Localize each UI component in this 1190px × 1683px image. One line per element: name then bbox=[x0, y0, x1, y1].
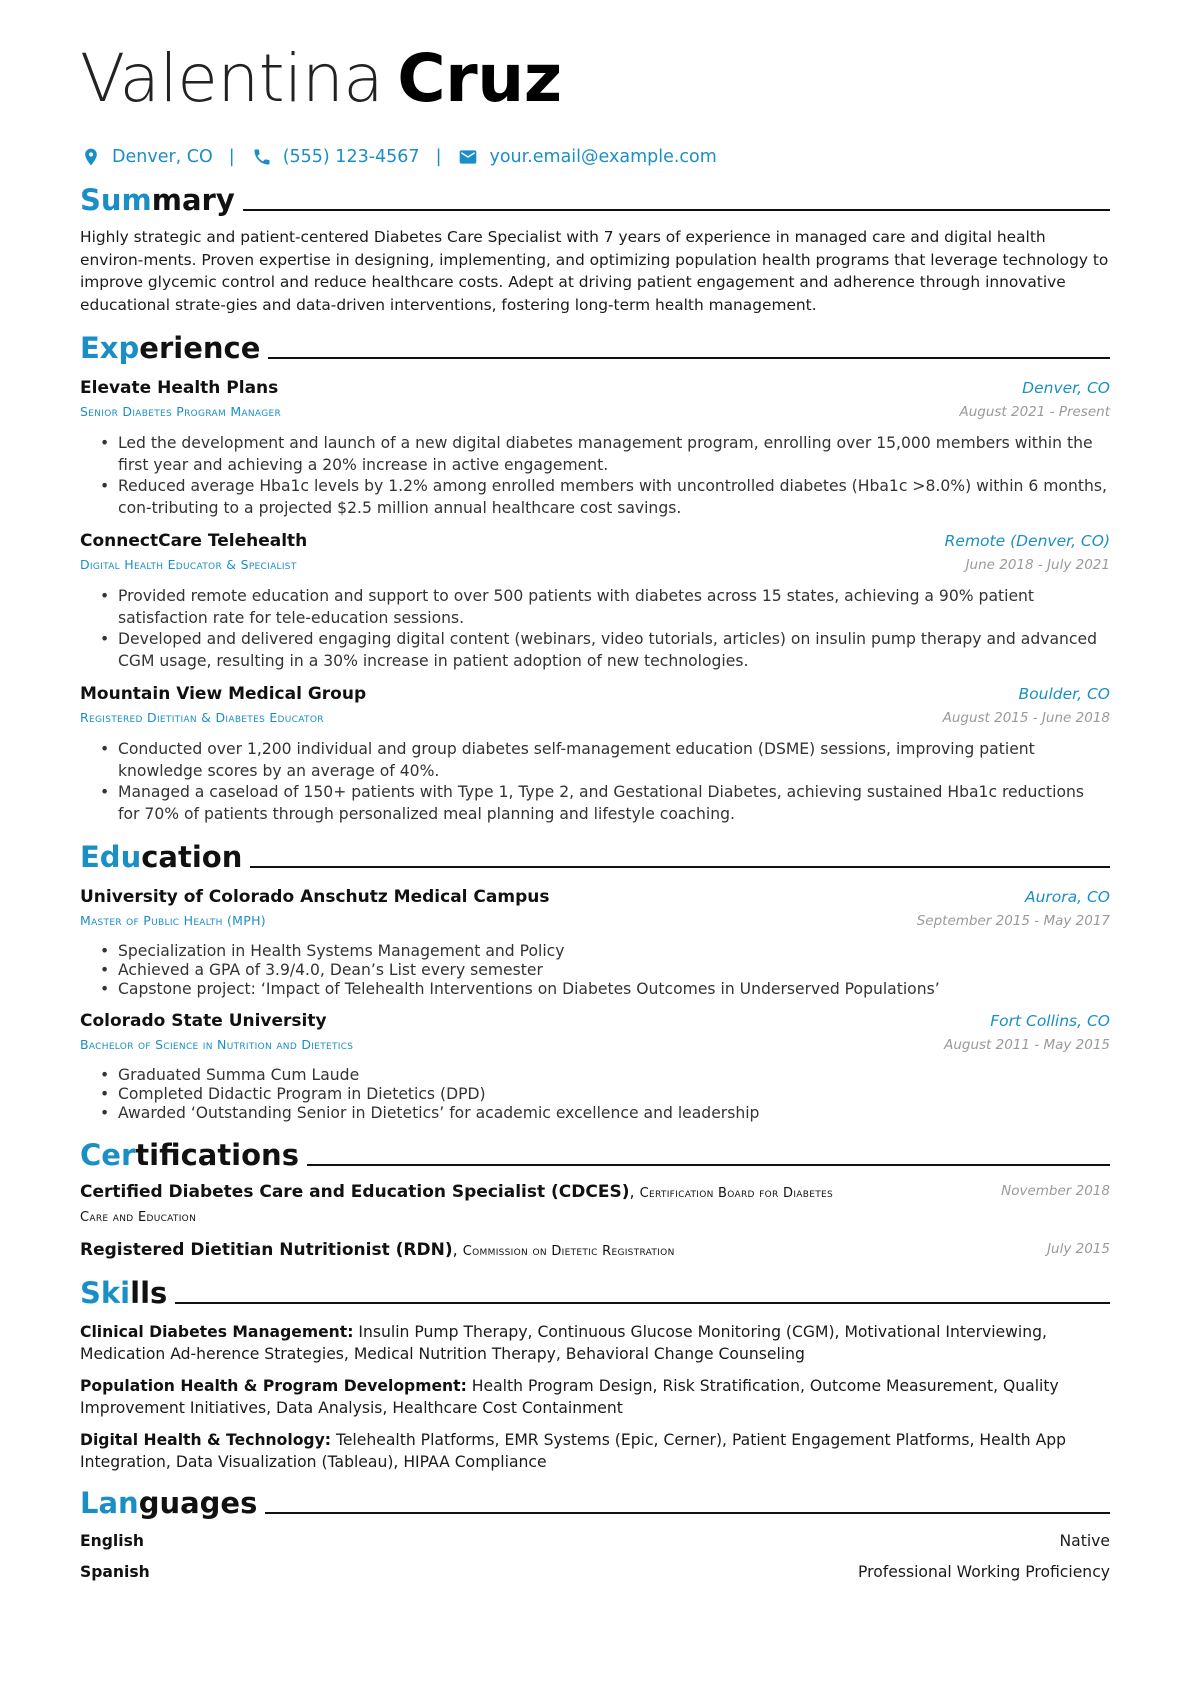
contact-separator: | bbox=[228, 147, 235, 167]
language-level: Native bbox=[1059, 1532, 1110, 1550]
experience-heading: Experience bbox=[80, 328, 1110, 366]
phone-icon bbox=[251, 146, 273, 168]
employer-name: ConnectCare Telehealth bbox=[80, 531, 308, 551]
list-item: • Completed Didactic Program in Dietetics (DPD) bbox=[100, 1085, 1110, 1104]
job-title: Senior Diabetes Program Manager bbox=[80, 404, 282, 419]
envelope-icon bbox=[457, 146, 479, 168]
certifying-body: Certification Board for Diabetes Care and Education bbox=[80, 1186, 834, 1225]
contact-line bbox=[80, 140, 1110, 174]
list-item: • Specialization in Health Systems Management and Policy bbox=[100, 942, 1110, 961]
skill-group-items: Insulin Pump Therapy, Continuous Glucose Monitoring (CGM), Motivational Interviewing, Medication Ad-herence Strategies, Medical Nutrition Therapy, Behavioral Change Counseling bbox=[80, 1323, 1047, 1363]
section-rule bbox=[250, 866, 1110, 868]
entry-location: Denver, CO bbox=[1022, 379, 1110, 397]
certification-date: November 2018 bbox=[1001, 1183, 1110, 1199]
email-link[interactable]: your.email@example.com bbox=[489, 147, 717, 167]
school-name: Colorado State University bbox=[80, 1011, 327, 1031]
phone-text: (555) 123-4567 bbox=[282, 147, 420, 167]
certification-name: Certified Diabetes Care and Education Specialist (CDCES) bbox=[80, 1182, 630, 1202]
entry-dates: August 2021 - Present bbox=[959, 404, 1110, 420]
education-entry bbox=[80, 1009, 1110, 1123]
achievement-list bbox=[80, 586, 1110, 672]
first-name: Valentina bbox=[80, 40, 384, 117]
entry-location: Boulder, CO bbox=[1018, 685, 1110, 703]
summary-text: Highly strategic and patient-centered Diabetes Care Specialist with 7 years of experience in managed care and digital health environ-ments. Proven expertise in designing, implementing, and optimizing population health programs that leverage technology to improve glycemic control and reduce healthcare costs. Adept at driving patient engagement and adherence through innovative educational strate-gies and data-driven interventions, fostering long-term health management. bbox=[80, 228, 1109, 314]
certifying-body: Commission on Dietetic Registration bbox=[462, 1244, 675, 1259]
entry-dates: August 2015 - June 2018 bbox=[942, 710, 1110, 726]
section-rule bbox=[175, 1302, 1110, 1304]
job-title: Digital Health Educator & Specialist bbox=[80, 557, 297, 572]
school-name: University of Colorado Anschutz Medical Campus bbox=[80, 887, 550, 907]
last-name: Cruz bbox=[397, 40, 562, 117]
languages-heading: Languages bbox=[80, 1483, 1110, 1521]
degree-title: Bachelor of Science in Nutrition and Dietetics bbox=[80, 1037, 354, 1052]
experience-entry bbox=[80, 376, 1110, 519]
employer-name: Mountain View Medical Group bbox=[80, 684, 367, 704]
list-item: • Developed and delivered engaging digital content (webinars, video tutorials, articles) on insulin pump therapy and advanced CGM usage, resulting in a 30% increase in patient adoption of new technologies. bbox=[100, 629, 1110, 672]
job-title: Registered Dietitian & Diabetes Educator bbox=[80, 710, 324, 725]
summary-heading: Summary bbox=[80, 180, 1110, 218]
section-rule bbox=[268, 357, 1110, 359]
certification-entry: Registered Dietitian Nutritionist (RDN), Commission on Dietetic Registration July 2015 bbox=[80, 1240, 1110, 1260]
language-row bbox=[80, 1561, 1110, 1583]
certification-entry: Certified Diabetes Care and Education Specialist (CDCES), Certification Board for Diabetes Care and Education November 2018 bbox=[80, 1182, 1110, 1225]
list-item: • Conducted over 1,200 individual and group diabetes self-management education (DSME) sessions, improving patient knowledge scores by an average of 40%. bbox=[100, 739, 1110, 782]
employer-name: Elevate Health Plans bbox=[80, 378, 279, 398]
section-rule bbox=[307, 1164, 1110, 1166]
skill-group bbox=[80, 1429, 1110, 1473]
skill-group-label: Population Health & Program Development: bbox=[80, 1377, 467, 1395]
entry-dates: August 2011 - May 2015 bbox=[944, 1037, 1110, 1053]
language-name: English bbox=[80, 1532, 144, 1550]
experience-entry bbox=[80, 682, 1110, 825]
skill-group-label: Clinical Diabetes Management: bbox=[80, 1323, 354, 1341]
entry-dates: June 2018 - July 2021 bbox=[965, 557, 1110, 573]
list-item: • Capstone project: ‘Impact of Telehealth Interventions on Diabetes Outcomes in Underserved Populations’ bbox=[100, 980, 1110, 999]
achievement-list bbox=[80, 739, 1110, 825]
entry-dates: September 2015 - May 2017 bbox=[916, 913, 1110, 929]
location-text: Denver, CO bbox=[112, 147, 213, 167]
skill-group-label: Digital Health & Technology: bbox=[80, 1431, 331, 1449]
education-entry bbox=[80, 885, 1110, 999]
language-row bbox=[80, 1530, 1110, 1552]
entry-location: Remote (Denver, CO) bbox=[944, 532, 1110, 550]
skill-group bbox=[80, 1375, 1110, 1419]
section-rule bbox=[265, 1512, 1110, 1514]
language-name: Spanish bbox=[80, 1563, 150, 1581]
skill-group bbox=[80, 1321, 1110, 1365]
entry-location: Fort Collins, CO bbox=[990, 1012, 1110, 1030]
list-item: • Provided remote education and support to over 500 patients with diabetes across 15 states, achieving a 90% patient satisfaction rate for tele-education sessions. bbox=[100, 586, 1110, 629]
achievement-list bbox=[80, 433, 1110, 519]
map-pin-icon bbox=[80, 146, 102, 168]
section-rule bbox=[243, 209, 1110, 211]
list-item: • Reduced average Hba1c levels by 1.2% among enrolled members with uncontrolled diabetes (Hba1c >8.0%) within 6 months, con-tributing to a projected $2.5 million annual healthcare cost savings. bbox=[100, 476, 1110, 519]
list-item: • Achieved a GPA of 3.9/4.0, Dean’s List every semester bbox=[100, 961, 1110, 980]
list-item: • Awarded ‘Outstanding Senior in Dietetics’ for academic excellence and leadership bbox=[100, 1104, 1110, 1123]
certifications-heading: Certifications bbox=[80, 1135, 1110, 1173]
list-item: • Graduated Summa Cum Laude bbox=[100, 1066, 1110, 1085]
skill-group-items: Health Program Design, Risk Stratification, Outcome Measurement, Quality Improvement Initiatives, Data Analysis, Healthcare Cost Containment bbox=[80, 1377, 1059, 1417]
candidate-name bbox=[80, 38, 1110, 124]
achievement-list bbox=[80, 942, 1110, 999]
degree-title: Master of Public Health (MPH) bbox=[80, 913, 266, 928]
achievement-list bbox=[80, 1066, 1110, 1123]
education-heading: Education bbox=[80, 837, 1110, 875]
skills-heading: Skills bbox=[80, 1273, 1110, 1311]
language-level: Professional Working Proficiency bbox=[858, 1563, 1110, 1581]
list-item: • Managed a caseload of 150+ patients with Type 1, Type 2, and Gestational Diabetes, achieving sustained Hba1c reductions for 70% of patients through personalized meal planning and lifestyle coaching. bbox=[100, 782, 1110, 825]
experience-entry bbox=[80, 529, 1110, 672]
certification-date: July 2015 bbox=[1047, 1241, 1110, 1257]
skill-group-items: Telehealth Platforms, EMR Systems (Epic, Cerner), Patient Engagement Platforms, Health App Integration, Data Visualization (Tableau), HIPAA Compliance bbox=[80, 1431, 1067, 1471]
list-item: • Led the development and launch of a new digital diabetes management program, enrolling over 15,000 members within the first year and achieving a 20% increase in active engagement. bbox=[100, 433, 1110, 476]
entry-location: Aurora, CO bbox=[1024, 888, 1110, 906]
certification-name: Registered Dietitian Nutritionist (RDN) bbox=[80, 1240, 453, 1260]
contact-separator: | bbox=[435, 147, 442, 167]
